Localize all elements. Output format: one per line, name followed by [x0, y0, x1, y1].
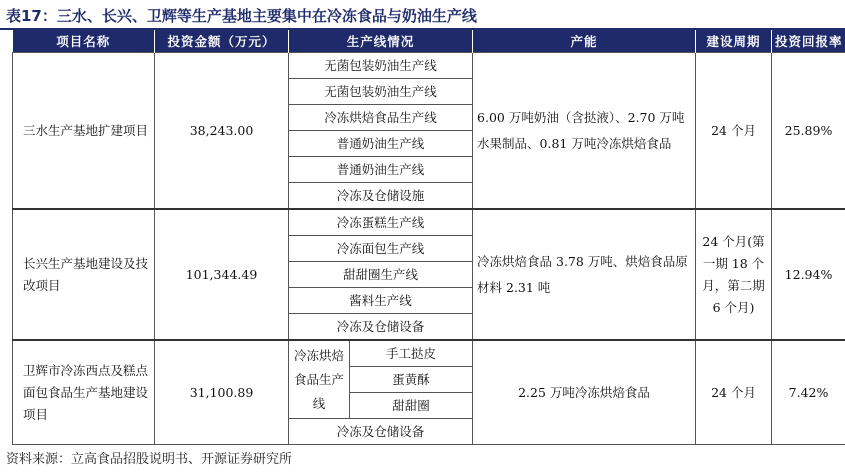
- table-title: 表17：三水、长兴、卫辉等生产基地主要集中在冷冻食品与奶油生产线: [6, 7, 477, 25]
- production-line: 无菌包装奶油生产线: [289, 53, 473, 79]
- production-line: 冷冻及仓储设备: [289, 314, 473, 341]
- production-line: 普通奶油生产线: [289, 131, 473, 157]
- header-investment: 投资金额（万元）: [155, 30, 289, 53]
- capacity: 2.25 万吨冷冻烘焙食品: [473, 340, 696, 445]
- production-sub-line: 甜甜圈: [350, 393, 473, 419]
- table-header-row: [13, 30, 845, 53]
- production-sub-line: 蛋黄酥: [350, 367, 473, 393]
- production-line: 冷冻及仓储设备: [289, 419, 473, 445]
- return-rate: 25.89%: [772, 53, 845, 210]
- source-note: 资料来源：立高食品招股说明书、开源证券研究所: [6, 452, 293, 467]
- capacity: 6.00 万吨奶油（含挞液）、2.70 万吨水果制品、0.81 万吨冷冻烘焙食品: [473, 53, 696, 210]
- production-line: 冷冻蛋糕生产线: [289, 209, 473, 236]
- construction-period: 24 个月: [696, 53, 772, 210]
- capacity: 冷冻烘焙食品 3.78 万吨、烘焙食品原材料 2.31 吨: [473, 209, 696, 340]
- production-line: 普通奶油生产线: [289, 157, 473, 183]
- table-row: [13, 209, 845, 236]
- return-rate: 12.94%: [772, 209, 845, 340]
- investment-amount: 38,243.00: [155, 53, 289, 210]
- production-line-group: 冷冻烘焙食品生产线: [289, 340, 350, 419]
- production-sub-line: 手工挞皮: [350, 340, 473, 367]
- header-capacity: 产能: [473, 30, 696, 53]
- project-name: 三水生产基地扩建项目: [13, 53, 155, 210]
- project-name: 卫辉市冷冻西点及糕点面包食品生产基地建设项目: [13, 340, 155, 445]
- production-line: 冷冻及仓储设施: [289, 183, 473, 210]
- header-period: 建设周期: [696, 30, 772, 53]
- table-row: [13, 53, 845, 79]
- header-production-lines: 生产线情况: [289, 30, 473, 53]
- investment-amount: 101,344.49: [155, 209, 289, 340]
- investment-table: [12, 30, 845, 445]
- construction-period: 24 个月: [696, 340, 772, 445]
- production-line: 冷冻面包生产线: [289, 236, 473, 262]
- production-line: 甜甜圈生产线: [289, 262, 473, 288]
- header-return: 投资回报率: [772, 30, 845, 53]
- table-row: [13, 340, 845, 367]
- production-line: 冷冻烘焙食品生产线: [289, 105, 473, 131]
- construction-period: 24 个月(第一期 18 个月，第二期 6 个月): [696, 209, 772, 340]
- project-name: 长兴生产基地建设及技改项目: [13, 209, 155, 340]
- investment-amount: 31,100.89: [155, 340, 289, 445]
- production-line: 无菌包装奶油生产线: [289, 79, 473, 105]
- production-line: 酱料生产线: [289, 288, 473, 314]
- return-rate: 7.42%: [772, 340, 845, 445]
- header-project-name: 项目名称: [13, 30, 155, 53]
